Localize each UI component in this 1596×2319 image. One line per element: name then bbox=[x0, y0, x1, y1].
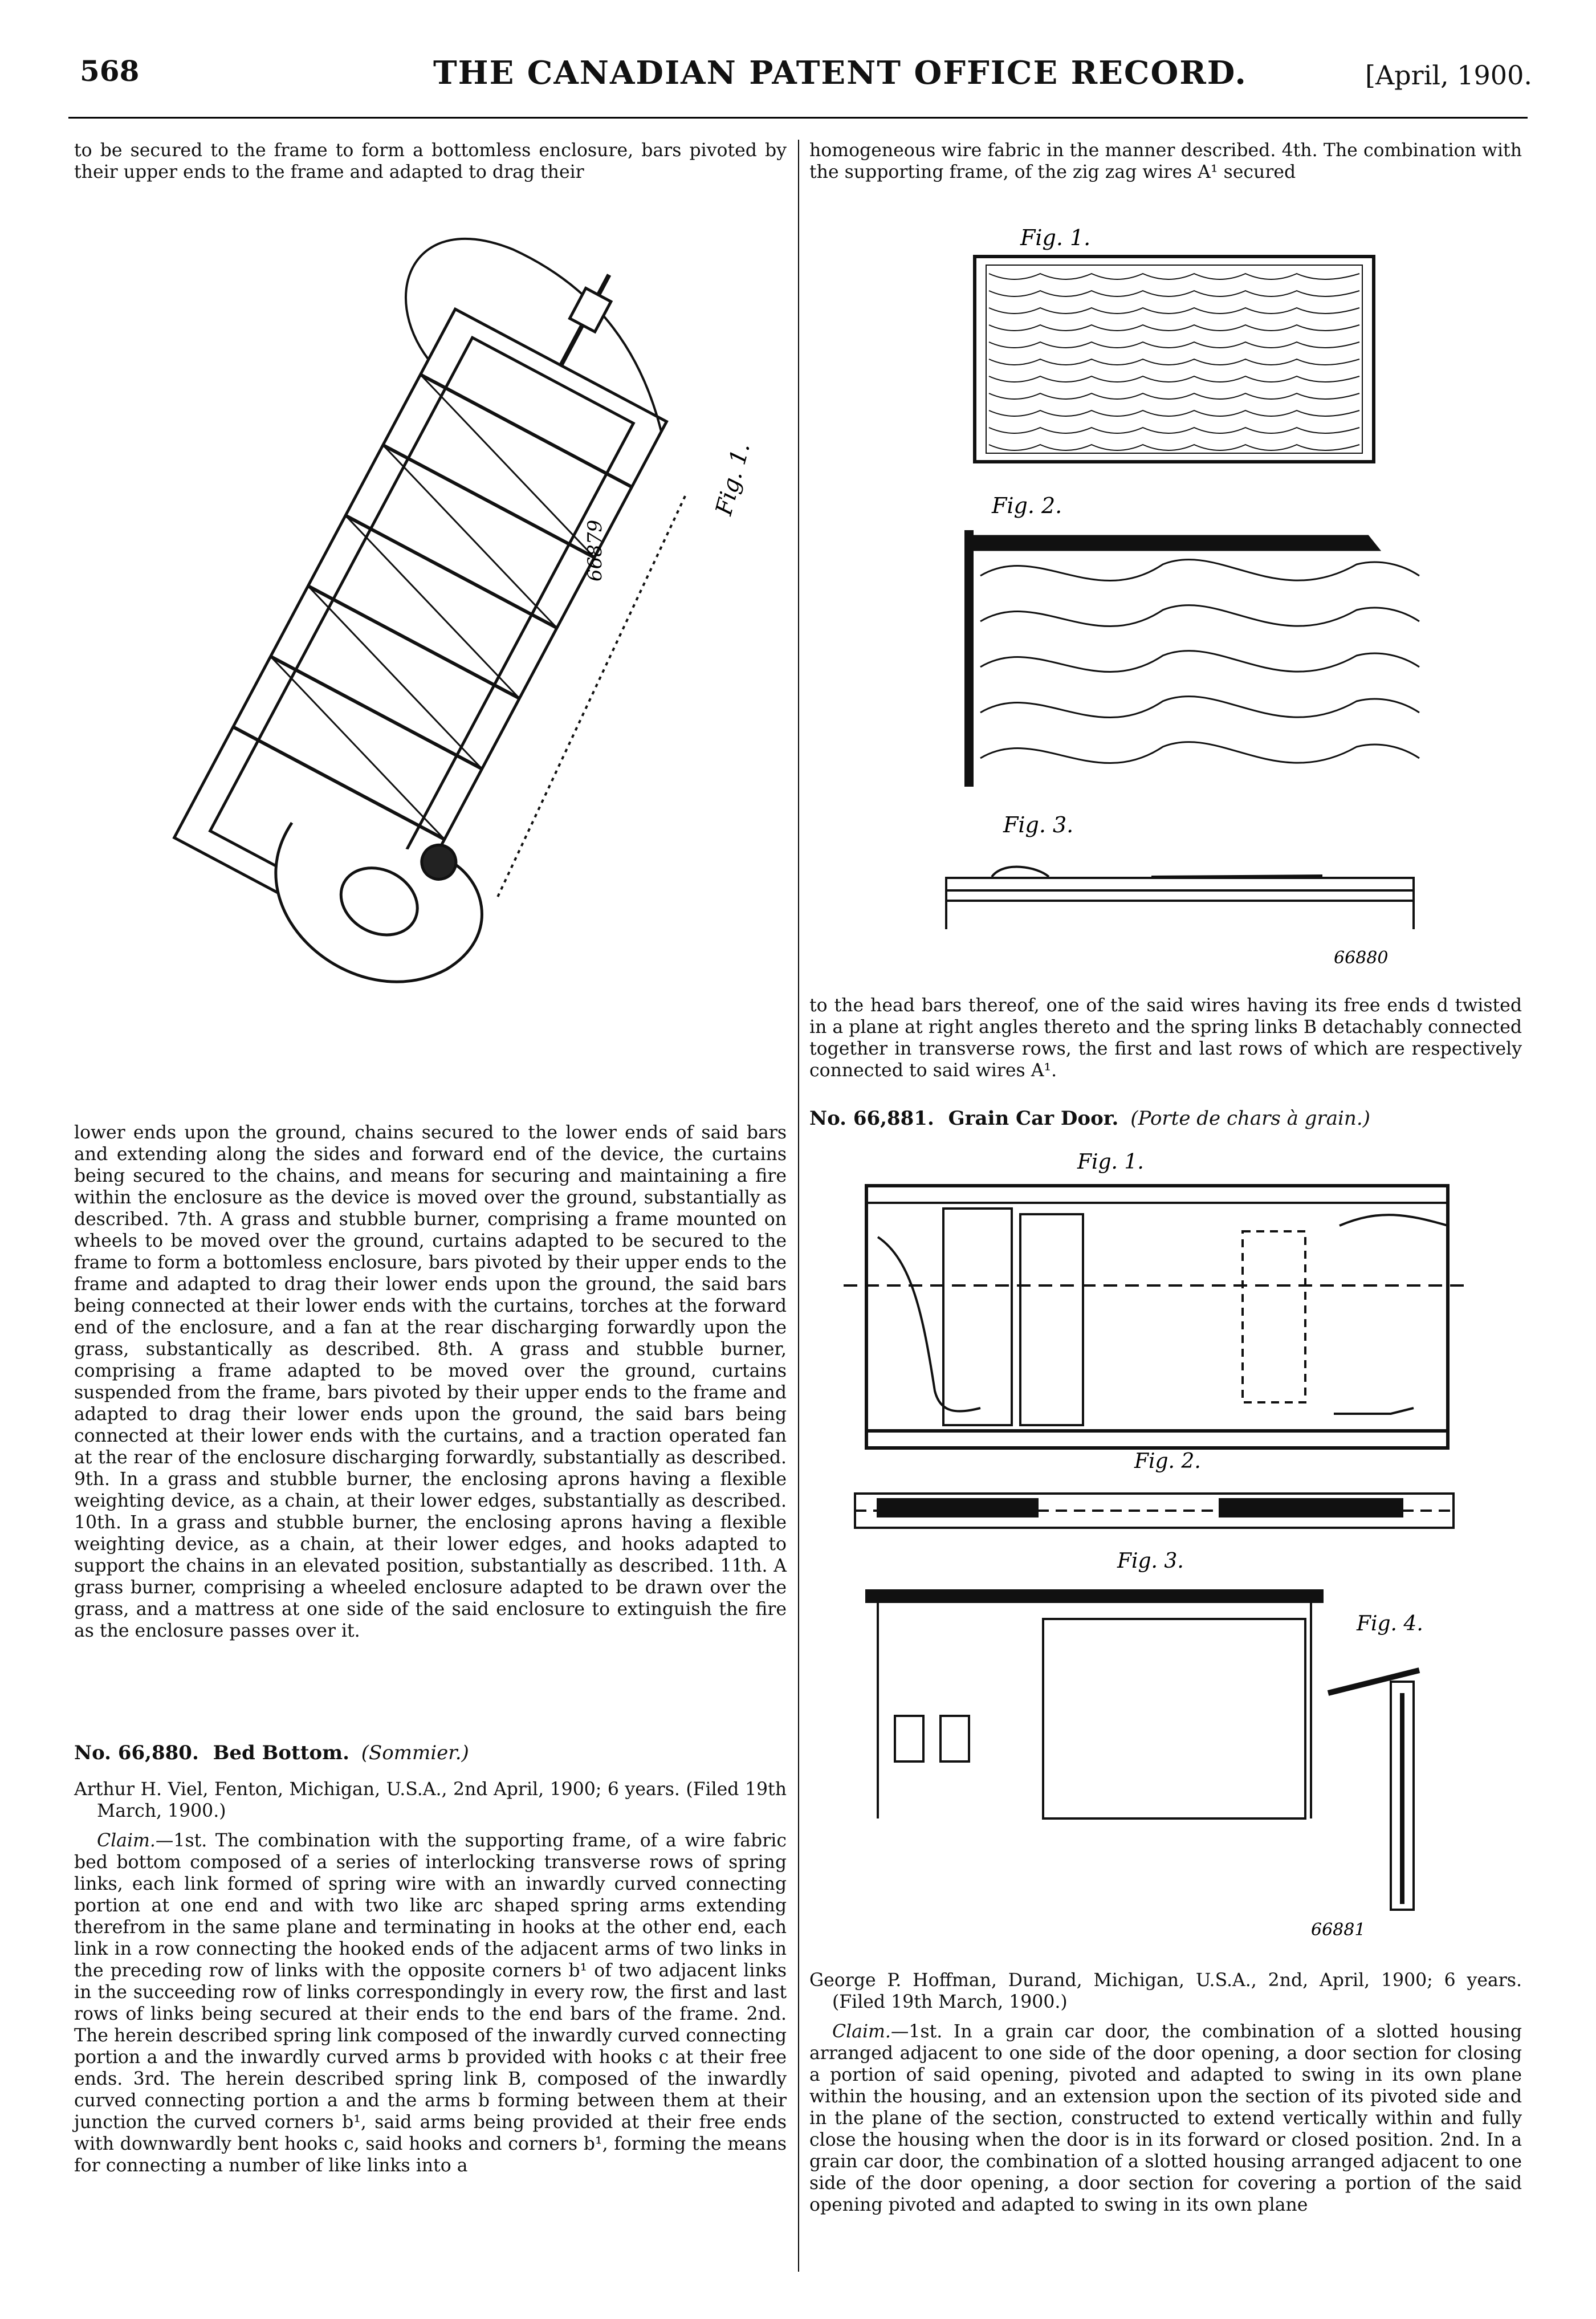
issue-date: [April, 1900. bbox=[1365, 60, 1532, 91]
bed-patent-number: 66880 bbox=[1334, 948, 1389, 968]
patent-66881-claim: Claim.—1st. In a grain car door, the combination of a slotted housing arranged adjacent to one side of the door opening, a door section for closing a portion of said opening, pivoted and adapted to swing in its own plane within the housing, and an extension upon the section of its pivoted side and in the plane of the section, constructed to extend vertically within and fully close the housing when the door is in its forward or closed position. 2nd. In a grain car door, the combination of a slotted housing arranged adjacent to one side of the door opening, a door section for covering a portion of the said opening pivoted and adapted to swing in its own plane bbox=[809, 2021, 1522, 2215]
bed-bottom-figures bbox=[923, 222, 1436, 975]
door-fig-4-label: Fig. 4. bbox=[1357, 1612, 1423, 1635]
door-patent-number: 66881 bbox=[1311, 1920, 1366, 1940]
header-rule bbox=[68, 117, 1528, 119]
patent-66880-inventor: Arthur H. Viel, Fenton, Michigan, U.S.A., 2nd April, 1900; 6 years. (Filed 19th March, 1900.) bbox=[74, 1779, 787, 1821]
fig-1-label: Fig. 1. bbox=[710, 440, 756, 518]
journal-title: THE CANADIAN PATENT OFFICE RECORD. bbox=[433, 54, 1247, 92]
page-number: 568 bbox=[80, 54, 140, 88]
patent-66880-claim: Claim.—1st. The combination with the supporting frame, of a wire fabric bed bottom composed of a series of interlocking transverse rows of spring links, each link formed of spring wire with an inwardly curved connecting portion at one end and with two like arc shaped spring arms extending therefrom in the same plane and terminating in hooks at the other end, each link in a row connecting the hooked ends of the adjacent arms of two links in the preceding row of links with the opposite corners b¹ of two adjacent links in the succeeding row of links correspondingly in every row, the first and last rows of links being secured at their ends to the end bars of the frame. 2nd. The herein described spring link composed of the inwardly curved connecting portion a and the inwardly curved arms b provided with hooks c at their free ends. 3rd. The herein described spring link B, composed of the inwardly curved connecting portion a and the arms b forming between them at their junction the curved corners b¹, said arms being provided at their free ends with downwardly bent hooks c, said hooks and corners b¹, forming the means for connecting a number of like links into a bbox=[74, 1830, 787, 2176]
door-fig-2-label: Fig. 2. bbox=[1134, 1450, 1201, 1473]
door-fig-1-label: Fig. 1. bbox=[1077, 1150, 1144, 1174]
right-top-text: homogeneous wire fabric in the manner described. 4th. The combination with the supporting frame, of the zig zag wires A¹ secured bbox=[809, 140, 1522, 182]
column-divider bbox=[798, 140, 799, 2272]
patent-66881-heading: No. 66,881. Grain Car Door. (Porte de chars à grain.) bbox=[809, 1107, 1370, 1130]
bed-fig-3-label: Fig. 3. bbox=[1003, 812, 1074, 837]
grain-car-door-figures bbox=[844, 1146, 1493, 1944]
door-fig-3-label: Fig. 3. bbox=[1117, 1549, 1184, 1573]
patent-figure-number: 66879 bbox=[584, 519, 606, 581]
left-continuation-text: lower ends upon the ground, chains secured to the lower ends of said bars and extending along the sides and forward end of the device, the curtains being secured to the chains, and means for securing and maintaining a fire within the enclosure as the device is moved over the ground, substantially as described. 7th. A grass and stubble burner, comprising a frame mounted on wheels to be moved over the ground, curtains adapted to be secured to the frame to form a bottomless enclosure, bars pivoted by their upper ends to the frame and adapted to drag their lower ends upon the ground, the said bars being connected at their lower ends with the curtains, torches at the forward end of the enclosure, and a fan at the rear discharging forwardly upon the grass, substantically as described. 8th. A grass and stubble burner, comprising a frame adapted to be moved over the ground, curtains suspended from the frame, bars pivoted by their upper ends to the frame and adapted to drag their lower ends upon the ground, the said bars being connected at their lower ends with the curtains, and a traction operated fan at the rear of the enclosure discharging forwardly, substantially as described. 9th. In a grass and stubble burner, the enclosing aprons having a flexible weighting device, as a chain, at their lower edges, substantially as described. 10th. In a grass and stubble burner, the enclosing aprons having a flexible weighting device, as a chain, at their lower edges, and hooks adapted to support the chains in an elevated position, substantially as described. 11th. A grass burner, comprising a wheeled enclosure adapted to be drawn over the grass, and a mattress at one side of the said enclosure to extinguish the fire as the enclosure passes over it. bbox=[74, 1122, 787, 1641]
bed-fig-2-label: Fig. 2. bbox=[992, 493, 1062, 518]
bed-fig-1-label: Fig. 1. bbox=[1020, 225, 1091, 250]
grass-burner-illustration bbox=[182, 228, 756, 1083]
patent-66881-inventor: George P. Hoffman, Durand, Michigan, U.S.A., 2nd, April, 1900; 6 years. (Filed 19th March, 1900.) bbox=[809, 1970, 1522, 2012]
right-continuation-text: to the head bars thereof, one of the said wires having its free ends d twisted in a plane at right angles thereto and the spring links B detachably connected together in transverse rows, the first and last rows of which are respectively connected to said wires A¹. bbox=[809, 995, 1522, 1081]
patent-66880-heading: No. 66,880. Bed Bottom. (Sommier.) bbox=[74, 1742, 469, 1764]
left-top-text: to be secured to the frame to form a bottomless enclosure, bars pivoted by their upper ends to the frame and adapted to drag their bbox=[74, 140, 787, 182]
